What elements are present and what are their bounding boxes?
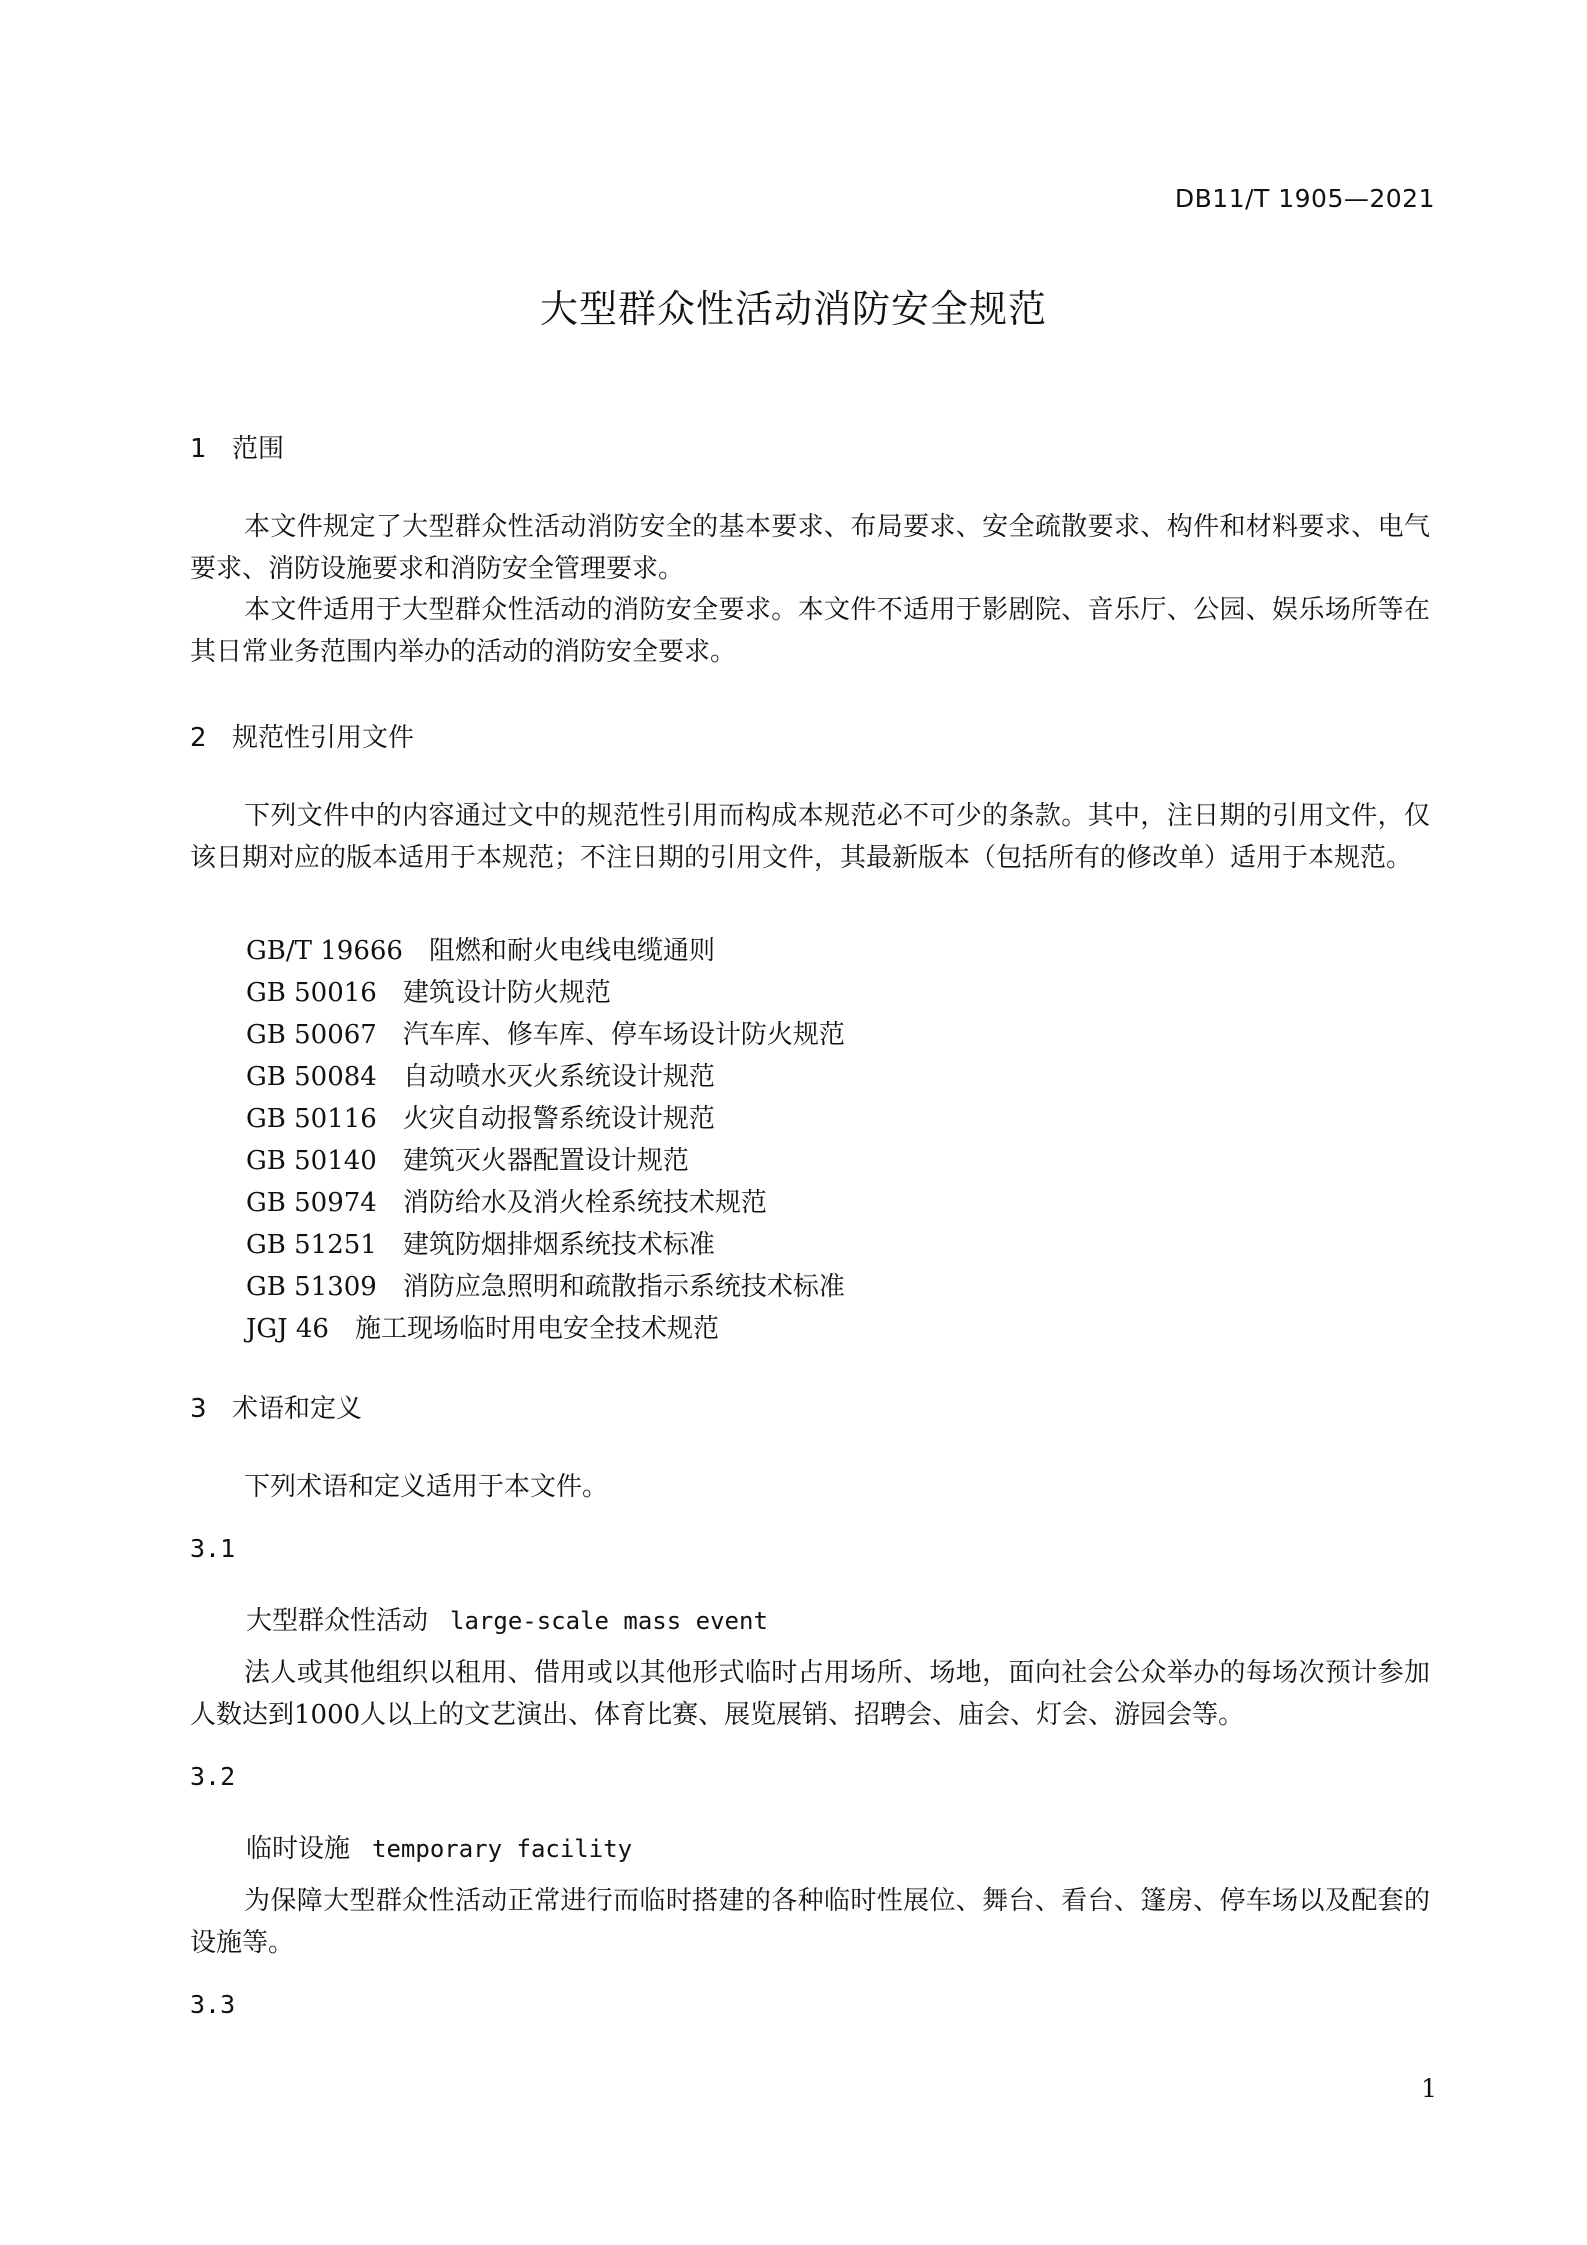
term-en: large-scale mass event xyxy=(450,1607,768,1635)
reference-name: 建筑设计防火规范 xyxy=(402,978,611,1008)
paragraph-text: 本文件规定了大型群众性活动消防安全的基本要求、布局要求、安全疏散要求、构件和材料要求、电气要求、消防设施要求和消防安全管理要求。 xyxy=(190,512,1430,584)
section-number: 2 xyxy=(190,723,207,753)
section-2-heading xyxy=(190,717,414,754)
reference-code: JGJ 46 xyxy=(246,1314,329,1344)
section-1-paragraph-1 xyxy=(190,507,1430,590)
section-number: 3 xyxy=(190,1394,207,1424)
paragraph-text: 为保障大型群众性活动正常进行而临时搭建的各种临时性展位、舞台、看台、篷房、停车场以及配套的设施等。 xyxy=(190,1886,1430,1958)
reference-code: GB 51309 xyxy=(246,1272,377,1302)
section-title: 范围 xyxy=(232,434,285,464)
reference-name: 建筑防烟排烟系统技术标准 xyxy=(402,1230,715,1260)
section-2-paragraph-1 xyxy=(190,796,1430,879)
reference-item xyxy=(246,1266,845,1303)
reference-name: 汽车库、修车库、停车场设计防火规范 xyxy=(402,1020,845,1050)
reference-code: GB 50067 xyxy=(246,1020,377,1050)
reference-code: GB 50974 xyxy=(246,1188,377,1218)
section-1-heading xyxy=(190,428,284,465)
term-heading xyxy=(246,1828,632,1865)
section-title: 术语和定义 xyxy=(232,1394,363,1424)
paragraph-text: 本文件适用于大型群众性活动的消防安全要求。本文件不适用于影剧院、音乐厅、公园、娱乐场所等在其日常业务范围内举办的活动的消防安全要求。 xyxy=(190,595,1430,667)
term-heading xyxy=(246,1600,768,1637)
section-3-intro xyxy=(190,1467,1430,1509)
clause-number: 3.1 xyxy=(190,1534,236,1563)
reference-code: GB 50140 xyxy=(246,1146,377,1176)
page-number: 1 xyxy=(1421,2074,1437,2103)
document-number: DB11/T 1905—2021 xyxy=(1174,184,1435,213)
paragraph-text: 下列文件中的内容通过文中的规范性引用而构成本规范必不可少的条款。其中，注日期的引用文件，仅该日期对应的版本适用于本规范；不注日期的引用文件，其最新版本（包括所有的修改单）适用于本规范。 xyxy=(190,801,1430,873)
paragraph-text: 法人或其他组织以租用、借用或以其他形式临时占用场所、场地，面向社会公众举办的每场次预计参加人数达到1000人以上的文艺演出、体育比赛、展览展销、招聘会、庙会、灯会、游园会等。 xyxy=(190,1658,1430,1730)
reference-name: 火灾自动报警系统设计规范 xyxy=(402,1104,715,1134)
reference-name: 消防应急照明和疏散指示系统技术标准 xyxy=(402,1272,845,1302)
reference-item xyxy=(246,930,715,967)
reference-item xyxy=(246,1056,715,1093)
reference-code: GB/T 19666 xyxy=(246,936,403,966)
reference-name: 自动喷水灭火系统设计规范 xyxy=(402,1062,715,1092)
paragraph-text: 下列术语和定义适用于本文件。 xyxy=(244,1472,609,1502)
term-en: temporary facility xyxy=(372,1835,633,1863)
section-1-paragraph-2 xyxy=(190,590,1430,673)
reference-name: 阻燃和耐火电线电缆通则 xyxy=(428,936,715,966)
term-definition xyxy=(190,1881,1430,1964)
reference-item xyxy=(246,972,611,1009)
reference-code: GB 50084 xyxy=(246,1062,377,1092)
section-3-heading xyxy=(190,1388,362,1425)
reference-name: 施工现场临时用电安全技术规范 xyxy=(354,1314,719,1344)
term-zh: 大型群众性活动 xyxy=(246,1606,429,1636)
clause-number: 3.2 xyxy=(190,1762,236,1791)
reference-name: 消防给水及消火栓系统技术规范 xyxy=(402,1188,767,1218)
term-zh: 临时设施 xyxy=(246,1834,351,1864)
section-title: 规范性引用文件 xyxy=(232,723,415,753)
term-definition xyxy=(190,1653,1430,1736)
reference-item xyxy=(246,1182,767,1219)
reference-item xyxy=(246,1308,719,1345)
section-number: 1 xyxy=(190,434,207,464)
document-title: 大型群众性活动消防安全规范 xyxy=(539,287,1047,331)
reference-code: GB 51251 xyxy=(246,1230,377,1260)
reference-item xyxy=(246,1140,689,1177)
reference-code: GB 50016 xyxy=(246,978,377,1008)
reference-name: 建筑灭火器配置设计规范 xyxy=(402,1146,689,1176)
reference-code: GB 50116 xyxy=(246,1104,377,1134)
reference-item xyxy=(246,1224,715,1261)
clause-number: 3.3 xyxy=(190,1990,236,2019)
reference-item xyxy=(246,1014,845,1051)
reference-item xyxy=(246,1098,715,1135)
